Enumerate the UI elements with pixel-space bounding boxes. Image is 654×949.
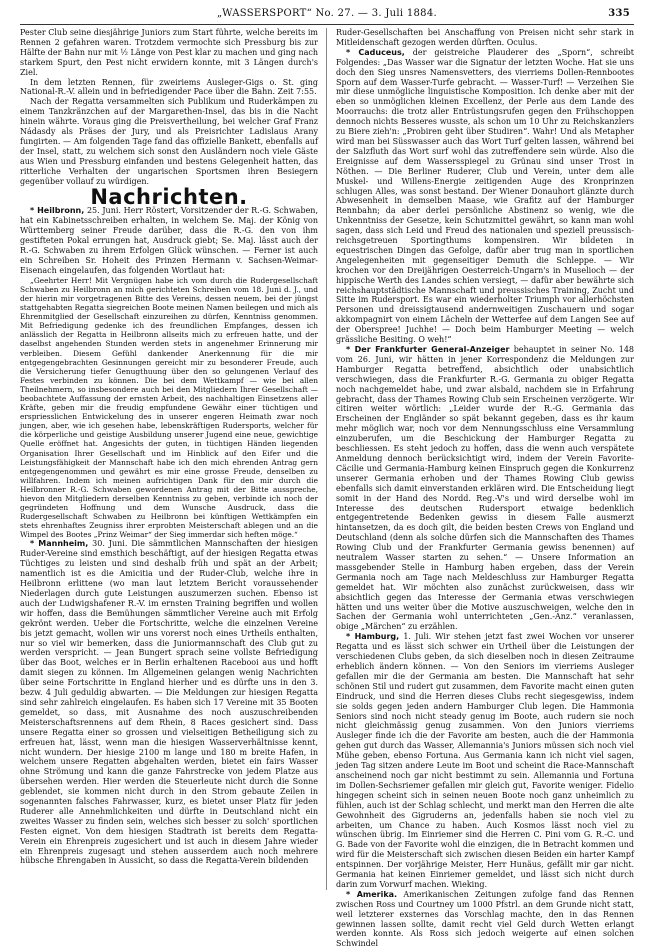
news-item-heilbronn <box>20 206 318 275</box>
paragraph: Pester Club seine diesjährige Juniors zum Start führte, welche bereits im Rennen 2 gefahren waren. Trotzdem vermochte sich Pressburg bis zur Hälfte der Bahn nur mit ½ Länge von Pest klar zu machen und ging nach starkem Spurt, den Pest nicht erwidern konnte, mit 3 Längen durch's Ziel. <box>20 28 318 77</box>
news-item-text: 1. Juli. Wir stehen jetzt fast zwei Wochen vor unserer Regatta und es lässt sich schwer ein Urtheil über die Leistungen der verschiedenen Clubs geben, da sich dieselben noch in diesen Zeitraume erheblich ändern können. — Von den Seniors im vierriems Ausleger gefallen mir die der Germania am besten. Die Mannschaft hat sehr schönen Stil und rudert gut zusammen, dem Favorite macht einen guten Eindruck, und sind die Herren dieses Clubs recht siegesgewiss, indem sie solds gegen jeden andern Hamburger Club legen. Die Hammonia Seniors sind noch nicht steady genug im Boote, auch rudern sie noch nicht gleichmässig genug zusammen. Von den Juniors vierriems Ausleger finde ich die der Favorite am besten, auch die der Hammonia gehen gut durch das Wasser, Allemannia's Juniors müssen sich noch viel Mühe geben, ebenso Fortuna. Aus Germania kann ich nicht viel sagen, jeden Tag sitzen andere Leute im Boot und scheint die Race-Mannschaft anscheinend noch gar nicht bestimmt zu sein. Allemannia und Fortuna im Dollen-Sechsriemer gefallen mir gleich gut, Favorite weniger. Fidelio hingegen scheint sich in seinen neuen Boote noch ganz unheimlich zu fühlen, auch ist der Schlag schlecht, und merkt man den Herren die alte Gewohnheit des Gigruderns an, jedenfalls haben sie noch viel zu arbeiten, um Chance zu haben. Auch Kosmos lässt noch viel zu wünschen übrig. Im Einriemer sind die Herren C. Pini vom G. R.-C. und G. Bade von der Favorite wohl die einzigen, die in Betracht kommen und wird für die Meisterschaft sich zwischen diesen Beiden ein harter Kampf entspinnen. Der vorjährige Meister, Herr Hunäus, gefällt mir gar nicht. Germania hat keinen Einriemer gemeldet, und lässt sich nicht durch darin zum Vorwurf machen. Wieking. <box>336 632 634 889</box>
news-item-text: der geistreiche Plauderer des „Sporn“, schreibt Folgendes: „Das Wasser war die Signatur der letzten Woche. Hat sie uns doch den Sieg unsres Namensvetters, des vierriems Dollen-Rennbootes Sporn auf dem Wasser-Turfe gebracht. — Wasser-Turf! — Verzeihen Sie mir diese unmögliche linguistische Komposition. Ich denke aber mit der eben so unmöglichen kleinen Excellenz, der Perle aus dem Lande des Moorrauchs: die trotz aller Entrüstungsrufen gegen den Frühschoppen dennoch nichts Besseres wusste, als schon um 10 Uhr zu Reichskanzlers zu Biere zieh'n: „Probiren geht über Studiren“. Wahr! Und als Metapher wird man bei Süsswasser auch das Wort Turf gelten lassen, während bei der Salzfluth das Wort surf wohl das zutreffendere sein würde. Also die Ereignisse auf dem Wassersspiegel zu Grünau sind unser Trost in Nöthen. — Die Berliner Ruderer, Club und Verein, unter dem alle Muskel- und Willens-Energie zeitigenden Auge des Kronprinzen schlugen Alles, was sonst bestand. Der Wiener Donauhort glänzte durch Abwesenheit in demselben Maase, wie Grafitz auf der Hamburger Rennbahn; da aber derlei persönliche Abstinenz so wenig, wie die Unkenntniss der Gesetze, kein Schutzmittel gewährt, so kann man wohl sagen, dass sich Leid und Freud des nationalen und speziell preussisch-reichsgetreuen Sportingthums kompensiren. Wir bildeten in equestrischen Dingen das Gefolge, dafür aber trug man in sportlichen Angelegenheiten mit gegenseitiger Demuth die Schleppe. — Wir krochen vor den Dreijährigen Oesterreich-Ungarn's in Muselioch — der hippische Werth des Landes schien versiegt, — dafür aber bewährte sich reichshauptstädtische Mannschaft und preussisches Training, Zucht und Sitte im Rudersport. Es war ein wiederholter Triumph vor allerhöchsten Personen und dreissigtausend andernweitigen Zuschauern und sogar akkompagnirt von einem Lächeln der Wetterfee auf dem Langen See auf der Oberspree! Juchhe! — Doch beim Hamburger Meeting — welch grässliche Besiting. O weh!“ <box>336 47 634 345</box>
running-title: „WASSERSPORT“ No. 27. — 3. Juli 1884. <box>217 8 437 19</box>
left-column <box>20 28 318 892</box>
news-item-lead: * Hamburg, <box>346 632 400 642</box>
news-item-lead: * Der Frankfurter General-Anzeiger <box>346 345 510 354</box>
running-header <box>20 8 634 22</box>
paragraph: Nach der Regatta versammelten sich Publikum und Ruderkämpen zu einem Tanzkränzchen auf der Margarethen-Insel, das bis in die Nacht hinein währte. Voraus ging die Preisvertheilung, bei welcher Graf Franz Nádasdy als Präses der Jury, und als Preisrichter Ladislaus Arany fungirten. — Am folgenden Tage fand das offizielle Bankett, ebenfalls auf der Insel, statt, zu welchem sich sonst den Ausländern noch viele Gäste aus Wien und Pressburg einfanden und bestens Gelegenheit hatten, das ritterliche Verhalten der ungarischen Sportsmen ihren Besiegern gegenüber vollauf zu würdigen. <box>20 97 318 186</box>
news-item-frankfurter <box>336 345 634 632</box>
news-item-text: 30. Juni. Die sämmtlichen Mannschaften der hiesigen Ruder-Vereine sind emsthich beschäftigt, auf der hiesigen Regatta etwas Tüchtiges zu leisten und sind deshalb früh und spät an der Arbeit; namentlich ist es die Amicitia und der Ruder-Club, welche ihre in Heilbronn erlittene (wo man laut letztem Bericht voraussehender Niederlagen durch gute Leistungen auszumerzen suchen. Ebenso ist auch der Ludwigshafener R.-V. im ernsten Training begriffen und wollen wir hoffen, dass die Bemühungen sämmtlicher Vereine auch mit Erfolg gekrönt werden. Ueber die Fortschritte, welche die einzelnen Vereine bis jetzt gemacht, wollen wir uns vorerst noch eines Urtheils enthalten, nur so viel wir bemerken, dass die Juniormannschaft des Club gut zu werden verspricht. — Jean Bungert sprach seine vollste Befriedigung über das Boot, welches er in Berlin erhaltenen Racebooi aus und hofft damit siegen zu können. Im Allgemeinen gelangen wenig Nachrichten über seine Fortschritte in England hierher und es dürfte uns in den 3. bezw. 4 Juli geduldig abwarten. — Die Meldungen zur hiesigen Regatta sind sehr zahlreich eingelaufen. Es haben sich 17 Vereine mit 35 Booten gemeldet, so dass, mit Ausnahme des noch auszuschreibenden Meisterschaftsrennens auf dem Rhein, 8 Races gesichert sind. Dass unsere Regatta einer so grossen und vielseitigen Betheiligung sich zu erfreuen hat, lässt, wenn man die hiesigen Wasserverhältnisse kennt, nicht wundern. Der hiesige 2100 m lange und 180 m breite Hafen, in welchem unsere Regatten abgehalten werden, bietet ein fairs Wasser ohne Strömung und kann die ganze Fahrstrecke von jedem Platze aus übersehen werden. Hier werden die Steuerleute nicht durch die Sonne geblendet, sie kommen nicht durch in den Strom gebaute Zeilen in sogenannten falsches Fahrwasser, kurz, es bietet unser Platz für jeden Ruderer alle Annehmlichkeiten und dürfte in Deutschland nicht ein zweites Wasser zu finden sein, welches sich besser zu solch' sportlichen Festen eignet. Von dem hiesigen Stadtrath ist bereits dem Regatta-Verein ein Ehrenpreis zugesichert und ist auch in diesem Jahre wieder ein Ehrenpreis zugesagt und stehen ausserdem auch noch mehrere hübsche Ehrengaben in Aussicht, so dass die Regatta-Verein bildenden <box>20 539 318 866</box>
section-heading: Nachrichten. <box>90 184 248 209</box>
news-item-text: 25. Juni. Herr Röstert, Vorsitzender der R.-G. Schwaben, hat ein Kabinetsschreiben erhalten, in welchem Se. Maj. der König von Württemberg seiner Freude darüber, dass die R.-G. den von ihm gestifteten Pokal errungen hat, Ausdruck giebt; Se. Maj. lässt auch der R.-G. Schwaben zu ihrem Erfolgen Glück wünschen. — Ferner ist auch ein Schreiben Sr. Hoheit des Prinzen Hermann v. Sachsen-Weimar-Eisenach eingelaufen, das folgenden Wortlaut hat: <box>20 206 319 275</box>
paragraph: In dem letzten Rennen, für zweiriems Ausleger-Gigs o. St. ging National-R.-V. allein und in befriedigender Pace über die Bahn. Zeit 7:55. <box>20 77 318 97</box>
news-item-lead: * Heilbronn, <box>30 206 85 216</box>
news-item-caduceus <box>336 48 634 345</box>
news-item-lead: * Caduceus, <box>346 47 405 57</box>
news-item-amerika <box>336 890 634 949</box>
news-item-text: behauptet in seiner No. 148 vom 26. Juni, wir hätten in jener Korrespondenz die Meldungen zur Hamburger Regatta betreffend, absichtlich oder unabsichtlich verschwiegen, dass die Frankfurter R.-G. Germania zu obiger Regatta noch nachgemeldet habe, und zwar alsbald, nachdem sie in Erfahrung gebracht, dass der Thames Rowing Club sein Erscheinen verzögerte. Wir citiren weiter wörtlich: „Leider wurde der R.-G. Germania das Erscheinen der Engländer so spät bekannt gegeben, dass es ihr kaum mehr möglich war, noch vor dem Nennungsschluss eine Versammlung einzuberufen, um die Beschickung der Hamburger Regatta zu beschliessen. Es steht jedoch zu hoffen, dass die wenn auch verspätete Anmeldung dennoch berücksichtigt wird, indem der Verein Favorite-Cäcilie und Germania-Hamburg keinen Einspruch gegen die Konkurrenz unserer Germania erhoben und der Thames Rowing Club gewiss ebenfalls sich damit einverstanden erklären wird. Die Entscheidung liegt somit in der Hand des Nordd. Reg.-V's und wird derselbe wohl im Interesse des deutschen Rudersport etwaige bedenklich entgegentretende Bedenken gewiss in diesem Falle ausmerzt hintansetzen, da es doch gilt, die beiden besten Crews von England und Deutschland (denn als solche dürfen sich die Mannschaften des Thames Rowing Club und der Frankfurter Germania gewiss benennen) auf neutralem Wasser starten zu sehen.“ — Unsere Information an massgebender Stelle in Hamburg haben ergeben, dass der Verein Germania noch am Tage nach Meldeschluss zur Hamburger Regatta gemeldet hat. Wir möchten also zunächst zurückweisen, dass wir absichtlich gegen das Interesse der Germania etwas verschwiegen hätten und uns weiter über die Motive auszuschweigen, welche den in Sachen der Germania wohl unterrichteten „Gen.-Anz.“ veranlassen, obige „Märchen“ zu erzählen. <box>336 345 634 632</box>
news-item-hamburg <box>336 632 634 890</box>
paragraph: Ruder-Gesellschaften bei Anschaffung von Preisen nicht sehr stark in Mitleidenschaft gezogen werden dürften. Oculus. <box>336 28 634 47</box>
news-item-lead: * Amerika. <box>346 889 398 899</box>
column-divider <box>326 28 327 890</box>
quoted-letter: „Geehrter Herr! Mit Vergnügen habe ich vom durch die Rudergesellschaft Schwaben zu Heilbronn an mich gerichteten Schreiben vom 18. Juni d. J., und der hierin mir vorgetragenen Bitte des Vereins, dessen neuem, bei der jüngst stattgehabten Regatta siegreichen Boote meinen Namen beilegen und mich als Ehrenmitglied der Gesellschaft einzureihen zu dürfen, Kenntniss genommen. Mit Befriedigung gedenke ich des freundlichen Empfanges, dessen ich anlässlich der Regatta in Heilbronn allseits mich zu erfreuen hatte, und der daselbst angehenden Stunden werden stets in angenehmer Erinnerung mir verbleiben. Diesem Gefühl dankender Anerkennung für die mir entgegengebrachten Gesinnungen gereicht mir zu besonderer Freude, auch die Versicherung tiefer Genugthuung über den so gelungenen Verlauf des Festes verbinden zu können. Die bei dem Wettkampf — wie bei allen Theilnehmern, so insbesondere auch bei den Mitgliedern Ihrer Gesellschaft — beobachtete Auffassung der ernsten Arbeit, des nachhaltigen Einsetzens aller Kräfte, geben mir die freudig empfundene Gewähr einer tüchtigen und erspriesslichen Entwickelung des in unserer engeren Heimath zwar noch jungen, aber, wie ich gesehen habe, lebenskräftigen Rudersports, welcher für die körperliche und geistige Ausbildung unserer Jugend eine neue, gewichtige Quelle eröffnet hat. Angesichts der guten, in tüchtigen Händen liegenden Organisation Ihrer Gesellschaft und im Hinblick auf den Eifer und die Leistungsfähigkeit der Mannschaft habe ich den mich ehrenden Antrag gern entgegengenommen und gewährt es mir eine grosse Freude, denselben zu willfahren. Indem ich meinen aufrichtigen Dank für den mir durch die Heilbronner R.-G. Schwaben gewordenen Antrag mit der Bitte ausspreche, hievon den Mitgliedern derselben Kenntniss zu geben, verbinde ich noch der gegründeten Hoffnung und dem Wunsche Ausdruck, dass die Rudergesellschaft Schwaben zu Heilbronn bei künftigen Wettkämpfen ein stets ehrenhaftes Zeugniss ihrer erprobten Meisterschaft ablegen und an die Wimpel des Bootes „Prinz Weimar“ der Sieg immerdar sich heften möge.“ <box>20 275 318 540</box>
right-column <box>336 28 634 949</box>
header-rule <box>20 24 634 25</box>
news-item-text: Amerikanischen Zeitungen zufolge fand das Rennen zwischen Ross und Courtney um 1000 Pfstrl. an dem Grunde nicht statt, weil letzterer exsternes das Vorschlag machte, den in das Rennen gewinnen lassen sollte, damit recht viel Geld durch Wetten erlangt werden konnte. Als Ross sich jedoch weigerte auf einen solchen Schwindel <box>336 889 634 949</box>
news-item-mannheim <box>20 539 318 866</box>
page-number: 335 <box>608 8 630 19</box>
news-item-lead: * Mannheim, <box>30 539 89 549</box>
